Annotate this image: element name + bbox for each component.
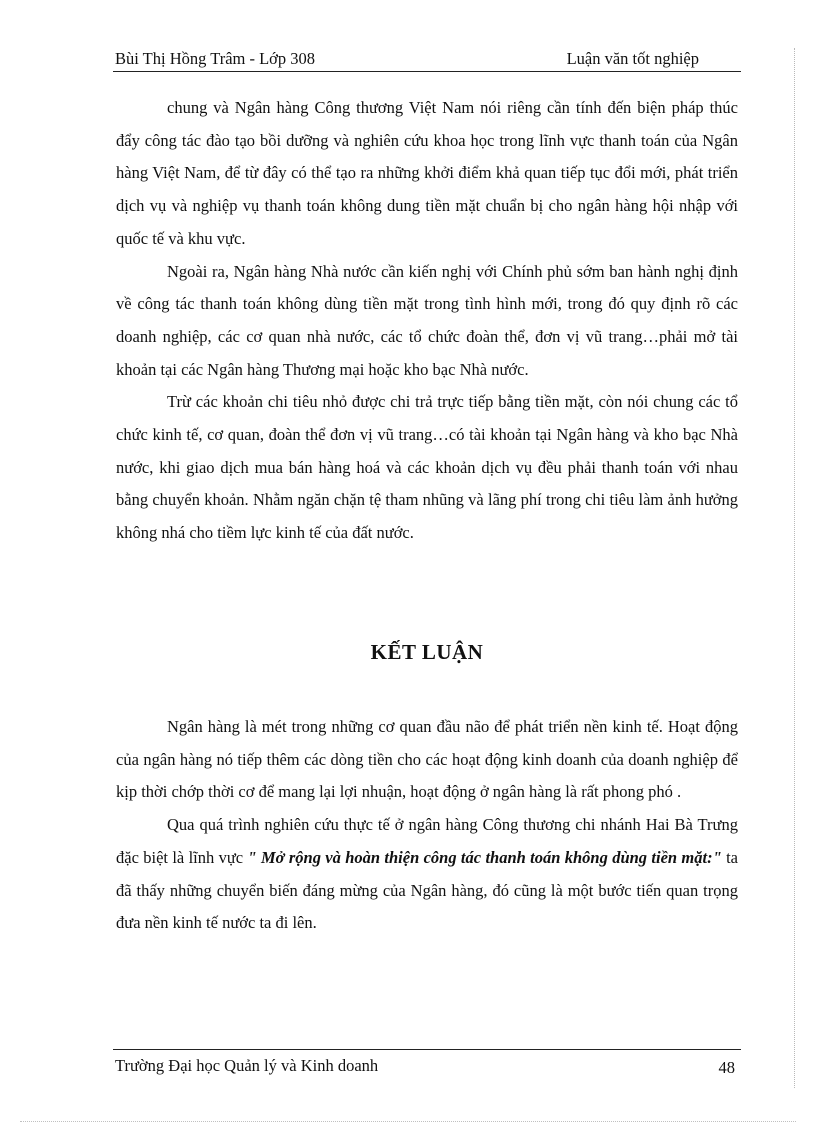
page-footer bbox=[113, 1049, 741, 1080]
paragraph-conclusion-2 bbox=[116, 809, 738, 940]
paragraph-conclusion-1: Ngân hàng là mét trong những cơ quan đầu não để phát triển nền kinh tế. Hoạt động của ngân hàng nó tiếp thêm các dòng tiền cho các hoạt động kinh doanh của doanh nghiệp để kịp thời chớp thời cơ để mang lại lợi nhuận, hoạt động ở ngân hàng là rất phong phó . bbox=[116, 717, 738, 802]
thesis-title-emphasis: " Mở rộng và hoàn thiện công tác thanh toán không dùng tiền mặt:" bbox=[247, 847, 722, 867]
header-document-type: Luận văn tốt nghiệp bbox=[566, 49, 699, 68]
header-author: Bùi Thị Hồng Trâm - Lớp 308 bbox=[115, 49, 316, 68]
body-text-top bbox=[116, 92, 738, 550]
paragraph-state-bank: Ngoài ra, Ngân hàng Nhà nước cần kiến nghị với Chính phủ sớm ban hành nghị định về công tác thanh toán không dùng tiền mặt trong tình hình mới, trong đó quy định rõ các doanh nghiệp, các cơ quan nhà nước, các tổ chức đoàn thể, đơn vị vũ trang…phải mở tài khoản tại các Ngân hàng Thương mại hoặc kho bạc Nhà nước. bbox=[116, 261, 738, 379]
paragraph-spending: Trừ các khoản chi tiêu nhỏ được chi trả trực tiếp bằng tiền mặt, còn nói chung các tổ chức kinh tế, cơ quan, đoàn thể đơn vị vũ trang…có tài khoản tại Ngân hàng và kho bạc Nhà nước, khi giao dịch mua bán hàng hoá và các khoản dịch vụ đều phải thanh toán với nhau bằng chuyển khoản. Nhằm ngăn chặn tệ tham nhũng và lãng phí trong chi tiêu làm ảnh hưởng không nhá cho tiềm lực kinh tế của đất nước. bbox=[116, 392, 738, 543]
paragraph-recommendation: chung và Ngân hàng Công thương Việt Nam nói riêng cần tính đến biện pháp thúc đẩy công tác đào tạo bồi dưỡng và nghiên cứu khoa học trong lĩnh vực thanh toán của Ngân hàng Việt Nam, để từ đây có thể tạo ra những khởi điểm khả quan tiếp tục đổi mới, phát triển dịch vụ và nghiệp vụ thanh toán không dung tiền mặt chuẩn bị cho ngân hàng hội nhập với quốc tế và khu vực. bbox=[116, 98, 738, 248]
page-header bbox=[113, 47, 741, 72]
conclusion-2-start: Qua quá trình nghiên cứu thực tế ở ngân hàng Công thương chi nhánh Hai Bà Trưng đặc biệt là lĩnh vực bbox=[116, 815, 738, 867]
body-text-conclusion bbox=[116, 711, 738, 940]
page-border-right bbox=[794, 48, 795, 1088]
section-heading: KẾT LUẬN bbox=[370, 640, 484, 664]
page-number: 48 bbox=[718, 1058, 735, 1077]
footer-university: Trường Đại học Quản lý và Kinh doanh bbox=[115, 1056, 379, 1075]
page-border-bottom bbox=[20, 1121, 796, 1122]
conclusion-2-end: ta đã thấy những chuyển biến đáng mừng của Ngân hàng, đó cũng là một bước tiến quan trọng đưa nền kinh tế nước ta đi lên. bbox=[116, 847, 738, 933]
